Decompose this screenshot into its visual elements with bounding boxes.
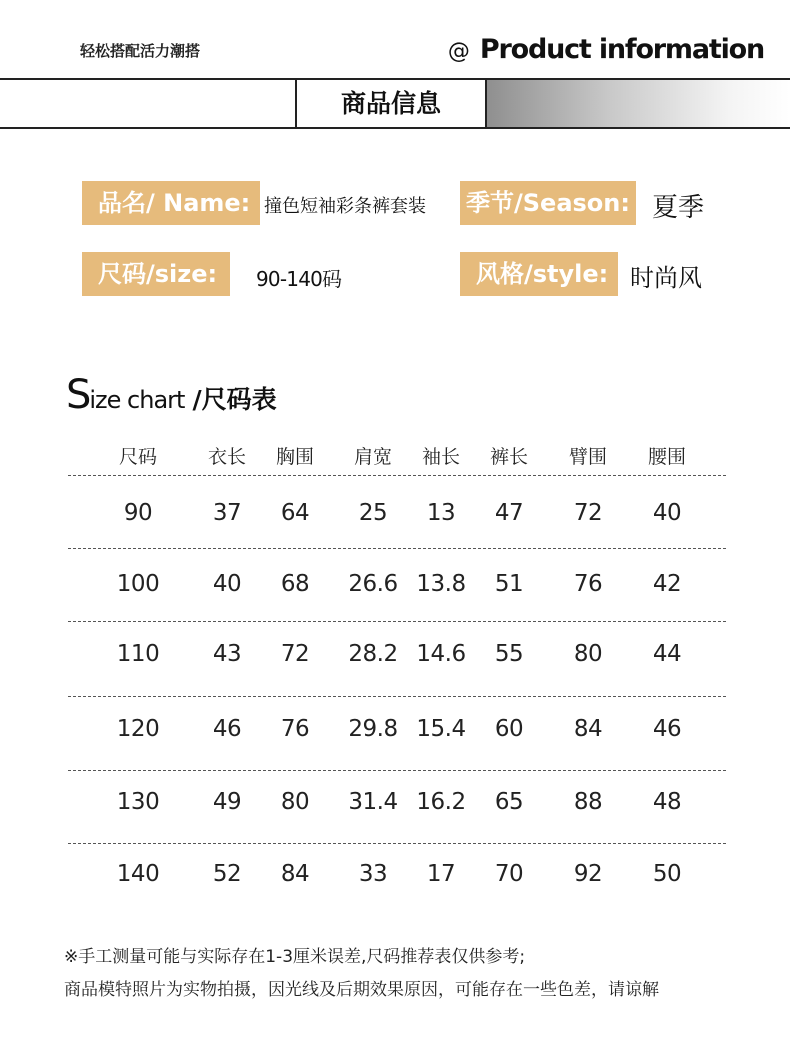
table-cell: 48 xyxy=(652,789,682,815)
table-cell: 40 xyxy=(212,571,242,597)
column-header: 臂围 xyxy=(568,446,608,468)
section-bar-gradient xyxy=(487,80,790,127)
row-separator xyxy=(68,770,726,771)
season-value: 夏季 xyxy=(652,193,705,223)
style-value: 时尚风 xyxy=(630,264,702,292)
table-cell: 76 xyxy=(280,716,310,742)
table-cell: 68 xyxy=(280,571,310,597)
table-cell: 47 xyxy=(494,500,524,526)
size-label: 尺码/size: xyxy=(82,252,230,296)
season-label: 季节/Season: xyxy=(460,181,636,225)
column-header: 裤长 xyxy=(489,446,529,468)
row-separator xyxy=(68,843,726,844)
table-cell: 26.6 xyxy=(348,571,398,597)
table-cell: 92 xyxy=(573,861,603,887)
table-cell: 100 xyxy=(116,571,160,597)
table-cell: 60 xyxy=(494,716,524,742)
column-header: 胸围 xyxy=(275,446,315,468)
size-chart-title-english: ize chart xyxy=(89,386,185,414)
measurement-note: ※手工测量可能与实际存在1-3厘米误差,尺码推荐表仅供参考; xyxy=(64,947,526,967)
table-cell: 140 xyxy=(116,861,160,887)
table-cell: 14.6 xyxy=(416,641,466,667)
column-header: 衣长 xyxy=(207,446,247,468)
table-cell: 84 xyxy=(573,716,603,742)
table-cell: 65 xyxy=(494,789,524,815)
table-cell: 43 xyxy=(212,641,242,667)
table-cell: 50 xyxy=(652,861,682,887)
table-cell: 46 xyxy=(652,716,682,742)
table-cell: 15.4 xyxy=(416,716,466,742)
column-header: 肩宽 xyxy=(353,446,393,468)
photo-color-note: 商品模特照片为实物拍摄，因光线及后期效果原因，可能存在一些色差，请谅解 xyxy=(64,980,659,1000)
row-separator xyxy=(68,475,726,476)
row-separator xyxy=(68,548,726,549)
section-bar-bottom-line xyxy=(0,127,790,129)
table-cell: 80 xyxy=(280,789,310,815)
table-cell: 76 xyxy=(573,571,603,597)
product-information-heading xyxy=(448,34,764,65)
table-cell: 51 xyxy=(494,571,524,597)
table-cell: 33 xyxy=(358,861,388,887)
size-value: 90-140码 xyxy=(256,267,342,291)
size-chart-title xyxy=(66,372,277,418)
table-cell: 16.2 xyxy=(416,789,466,815)
table-cell: 46 xyxy=(212,716,242,742)
section-title: 商品信息 xyxy=(340,89,441,118)
product-information-label: Product information xyxy=(479,34,764,65)
table-cell: 64 xyxy=(280,500,310,526)
table-cell: 55 xyxy=(494,641,524,667)
table-cell: 29.8 xyxy=(348,716,398,742)
name-label: 品名/ Name: xyxy=(82,181,260,225)
column-header: 尺码 xyxy=(118,446,158,468)
table-cell: 40 xyxy=(652,500,682,526)
size-chart-title-initial: S xyxy=(66,372,90,418)
table-cell: 25 xyxy=(358,500,388,526)
table-cell: 120 xyxy=(116,716,160,742)
table-cell: 90 xyxy=(123,500,153,526)
table-cell: 110 xyxy=(116,641,160,667)
table-cell: 130 xyxy=(116,789,160,815)
table-cell: 28.2 xyxy=(348,641,398,667)
table-cell: 44 xyxy=(652,641,682,667)
style-label: 风格/style: xyxy=(460,252,618,296)
table-cell: 72 xyxy=(573,500,603,526)
table-cell: 17 xyxy=(426,861,456,887)
table-cell: 37 xyxy=(212,500,242,526)
table-cell: 52 xyxy=(212,861,242,887)
table-cell: 72 xyxy=(280,641,310,667)
row-separator xyxy=(68,696,726,697)
at-symbol: @ xyxy=(447,39,470,64)
column-header: 袖长 xyxy=(421,446,461,468)
table-cell: 13.8 xyxy=(416,571,466,597)
row-separator xyxy=(68,621,726,622)
slogan: 轻松搭配活力潮搭 xyxy=(80,42,201,60)
table-cell: 31.4 xyxy=(348,789,398,815)
table-cell: 49 xyxy=(212,789,242,815)
table-cell: 70 xyxy=(494,861,524,887)
table-cell: 80 xyxy=(573,641,603,667)
table-cell: 84 xyxy=(280,861,310,887)
name-value: 撞色短袖彩条裤套装 xyxy=(264,196,426,217)
table-cell: 42 xyxy=(652,571,682,597)
table-cell: 88 xyxy=(573,789,603,815)
table-cell: 13 xyxy=(426,500,456,526)
column-header: 腰围 xyxy=(647,446,687,468)
size-chart-title-chinese: /尺码表 xyxy=(192,385,277,414)
